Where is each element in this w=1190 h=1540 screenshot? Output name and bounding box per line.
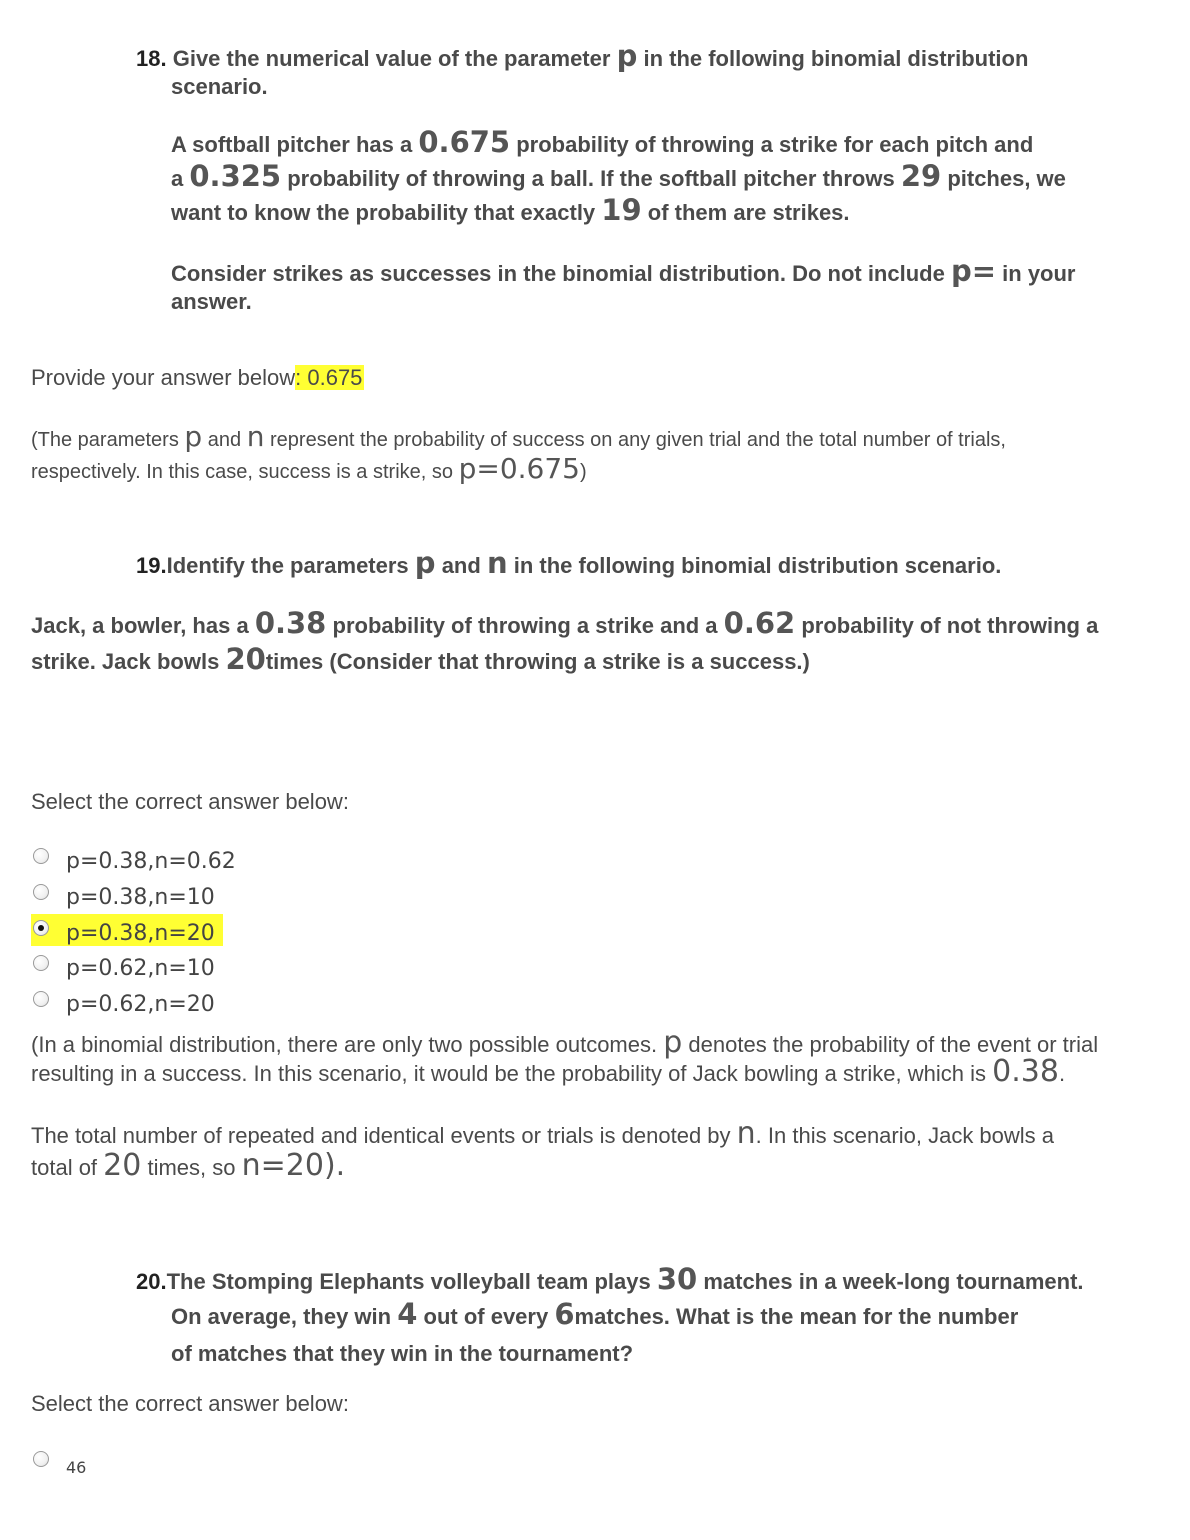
q19-scenario-line1 [31, 606, 1171, 640]
q18-exp2a: respectively. In this case, success is a strike, so [31, 461, 454, 483]
q18-c1a: Consider strikes as successes in the binomial distribution. Do not include [171, 261, 945, 286]
q18-s2c: pitches, we [947, 166, 1066, 191]
q18-title [136, 39, 1136, 73]
q18-exp1c: represent the probability of success on any given trial and the total number of trials, [270, 429, 1006, 451]
q19-option-3-label[interactable]: p=0.62,n=10 [66, 956, 215, 981]
q19-title-a: Identify the parameters [166, 553, 409, 578]
q18-explanation-line2 [31, 452, 587, 485]
q19-s1c: probability of not throwing a [801, 613, 1099, 638]
q19-exp2-end: . [1058, 1061, 1066, 1086]
q19-strike-prob: 0.38 [254, 606, 327, 640]
q19-title-c: in the following binomial distribution scenario. [513, 553, 1002, 578]
q18-consider-line2: answer. [171, 289, 252, 314]
q20-l2a: On average, they win [171, 1304, 392, 1329]
q18-answer-row [31, 365, 364, 391]
q19-exp4b: times, so [147, 1155, 236, 1180]
q20-l1a: The Stomping Elephants volleyball team plays [166, 1269, 651, 1294]
q19-exp3a: The total number of repeated and identical events or trials is denoted by [31, 1123, 731, 1148]
q18-title-before: Give the numerical value of the parameter [172, 46, 611, 71]
q18-title-param: p [616, 39, 638, 73]
q19-explanation-line4 [31, 1148, 1171, 1183]
q20-option-0-label[interactable]: 46 [66, 1458, 87, 1477]
q18-exp1-n: n [246, 420, 265, 453]
q19-option-1-label[interactable]: p=0.38,n=10 [66, 885, 215, 910]
q19-nostrike-prob: 0.62 [723, 606, 796, 640]
q18-scenario-line3 [171, 193, 1171, 227]
q19-exp4-eq: n=20 [241, 1148, 324, 1183]
radio-button[interactable] [33, 1451, 49, 1467]
radio-button[interactable] [33, 848, 49, 864]
q20-line2 [171, 1297, 1171, 1331]
q19-explanation-line2 [31, 1054, 1171, 1089]
q18-c1b: in your [1002, 261, 1076, 286]
q19-scenario-line2 [31, 642, 1171, 676]
q18-answer-prompt: Provide your answer below [31, 365, 296, 390]
q19-option-2[interactable] [31, 914, 223, 946]
q19-s2b: times (Consider that throwing a strike is a success.) [265, 649, 810, 674]
q18-pitches: 29 [900, 159, 942, 193]
q18-c1-p: p= [950, 254, 997, 288]
q18-answer-value[interactable]: : 0.675 [295, 365, 363, 390]
q19-s1b: probability of throwing a strike and a [332, 613, 718, 638]
q19-exp1b: denotes the probability of the event or trial [688, 1032, 1099, 1057]
q18-s1a: A softball pitcher has a [171, 132, 413, 157]
q20-select-prompt: Select the correct answer below: [31, 1391, 349, 1416]
q18-s2a: a [171, 166, 184, 191]
q20-wins: 4 [397, 1297, 418, 1331]
q19-exp3b: . In this scenario, Jack bowls a [755, 1123, 1055, 1148]
q19-number: 19. [136, 553, 167, 578]
q18-exp2-close: ) [579, 461, 587, 483]
q19-exp1a: (In a binomial distribution, there are only two possible outcomes. [31, 1032, 658, 1057]
q19-exp3-n: n [736, 1116, 756, 1151]
q19-exp2a: resulting in a success. In this scenario, it would be the probability of Jack bowling a strike, which is [31, 1061, 987, 1086]
q20-l2b: out of every [423, 1304, 549, 1329]
q20-line1 [136, 1262, 1166, 1296]
q19-title-n: n [486, 546, 508, 580]
radio-button[interactable] [33, 884, 49, 900]
q19-option-0-label[interactable]: p=0.38,n=0.62 [66, 849, 236, 874]
q19-s1a: Jack, a bowler, has a [31, 613, 249, 638]
q19-title [136, 546, 1136, 580]
q18-strikes: 19 [601, 193, 642, 227]
q18-title-after: in the following binomial distribution [643, 46, 1029, 71]
q19-explanation-line3 [31, 1116, 1171, 1151]
q18-exp1-p: p [184, 420, 203, 453]
radio-button[interactable] [33, 955, 49, 971]
q20-l2c: matches. What is the mean for the number [574, 1304, 1019, 1329]
q18-s3b: of them are strikes. [647, 200, 850, 225]
q18-s2b: probability of throwing a ball. If the softball pitcher throws [287, 166, 895, 191]
q18-ball-prob: 0.325 [189, 159, 282, 193]
q19-exp4a: total of [31, 1155, 98, 1180]
q19-title-b: and [441, 553, 481, 578]
q20-l1b: matches in a week-long tournament. [703, 1269, 1084, 1294]
q19-select-prompt: Select the correct answer below: [31, 789, 349, 814]
q19-bowls: 20 [225, 642, 266, 676]
q19-option-2-label[interactable]: p=0.38,n=20 [66, 921, 215, 946]
q19-title-p: p [414, 546, 436, 580]
radio-button-selected[interactable] [33, 920, 49, 936]
q19-exp2-val: 0.38 [992, 1054, 1059, 1089]
q18-exp1a: (The parameters [31, 429, 179, 451]
q20-number: 20. [136, 1269, 167, 1294]
q20-matches: 30 [656, 1262, 698, 1296]
q19-exp1-p: p [663, 1025, 683, 1060]
radio-button[interactable] [33, 991, 49, 1007]
q19-s2a: strike. Jack bowls [31, 649, 220, 674]
q19-option-4-label[interactable]: p=0.62,n=20 [66, 992, 215, 1017]
q20-every: 6 [554, 1297, 575, 1331]
q18-scenario-line2 [171, 159, 1171, 193]
q18-scenario-line1 [171, 125, 1171, 159]
q18-consider-line1 [171, 254, 1171, 288]
q18-title-line2: scenario. [171, 74, 268, 99]
q18-exp1b: and [207, 429, 242, 451]
q18-s3a: want to know the probability that exactly [171, 200, 596, 225]
q19-exp4-val: 20 [103, 1148, 142, 1183]
q18-explanation-line1 [31, 420, 1151, 453]
q18-strike-prob: 0.675 [418, 125, 511, 159]
q19-exp4-end: ). [323, 1148, 346, 1183]
q20-line3: of matches that they win in the tournament? [171, 1341, 634, 1366]
q18-number: 18. [136, 46, 167, 71]
q18-exp2-eq: p=0.675 [458, 452, 580, 485]
q18-s1b: probability of throwing a strike for each pitch and [516, 132, 1034, 157]
